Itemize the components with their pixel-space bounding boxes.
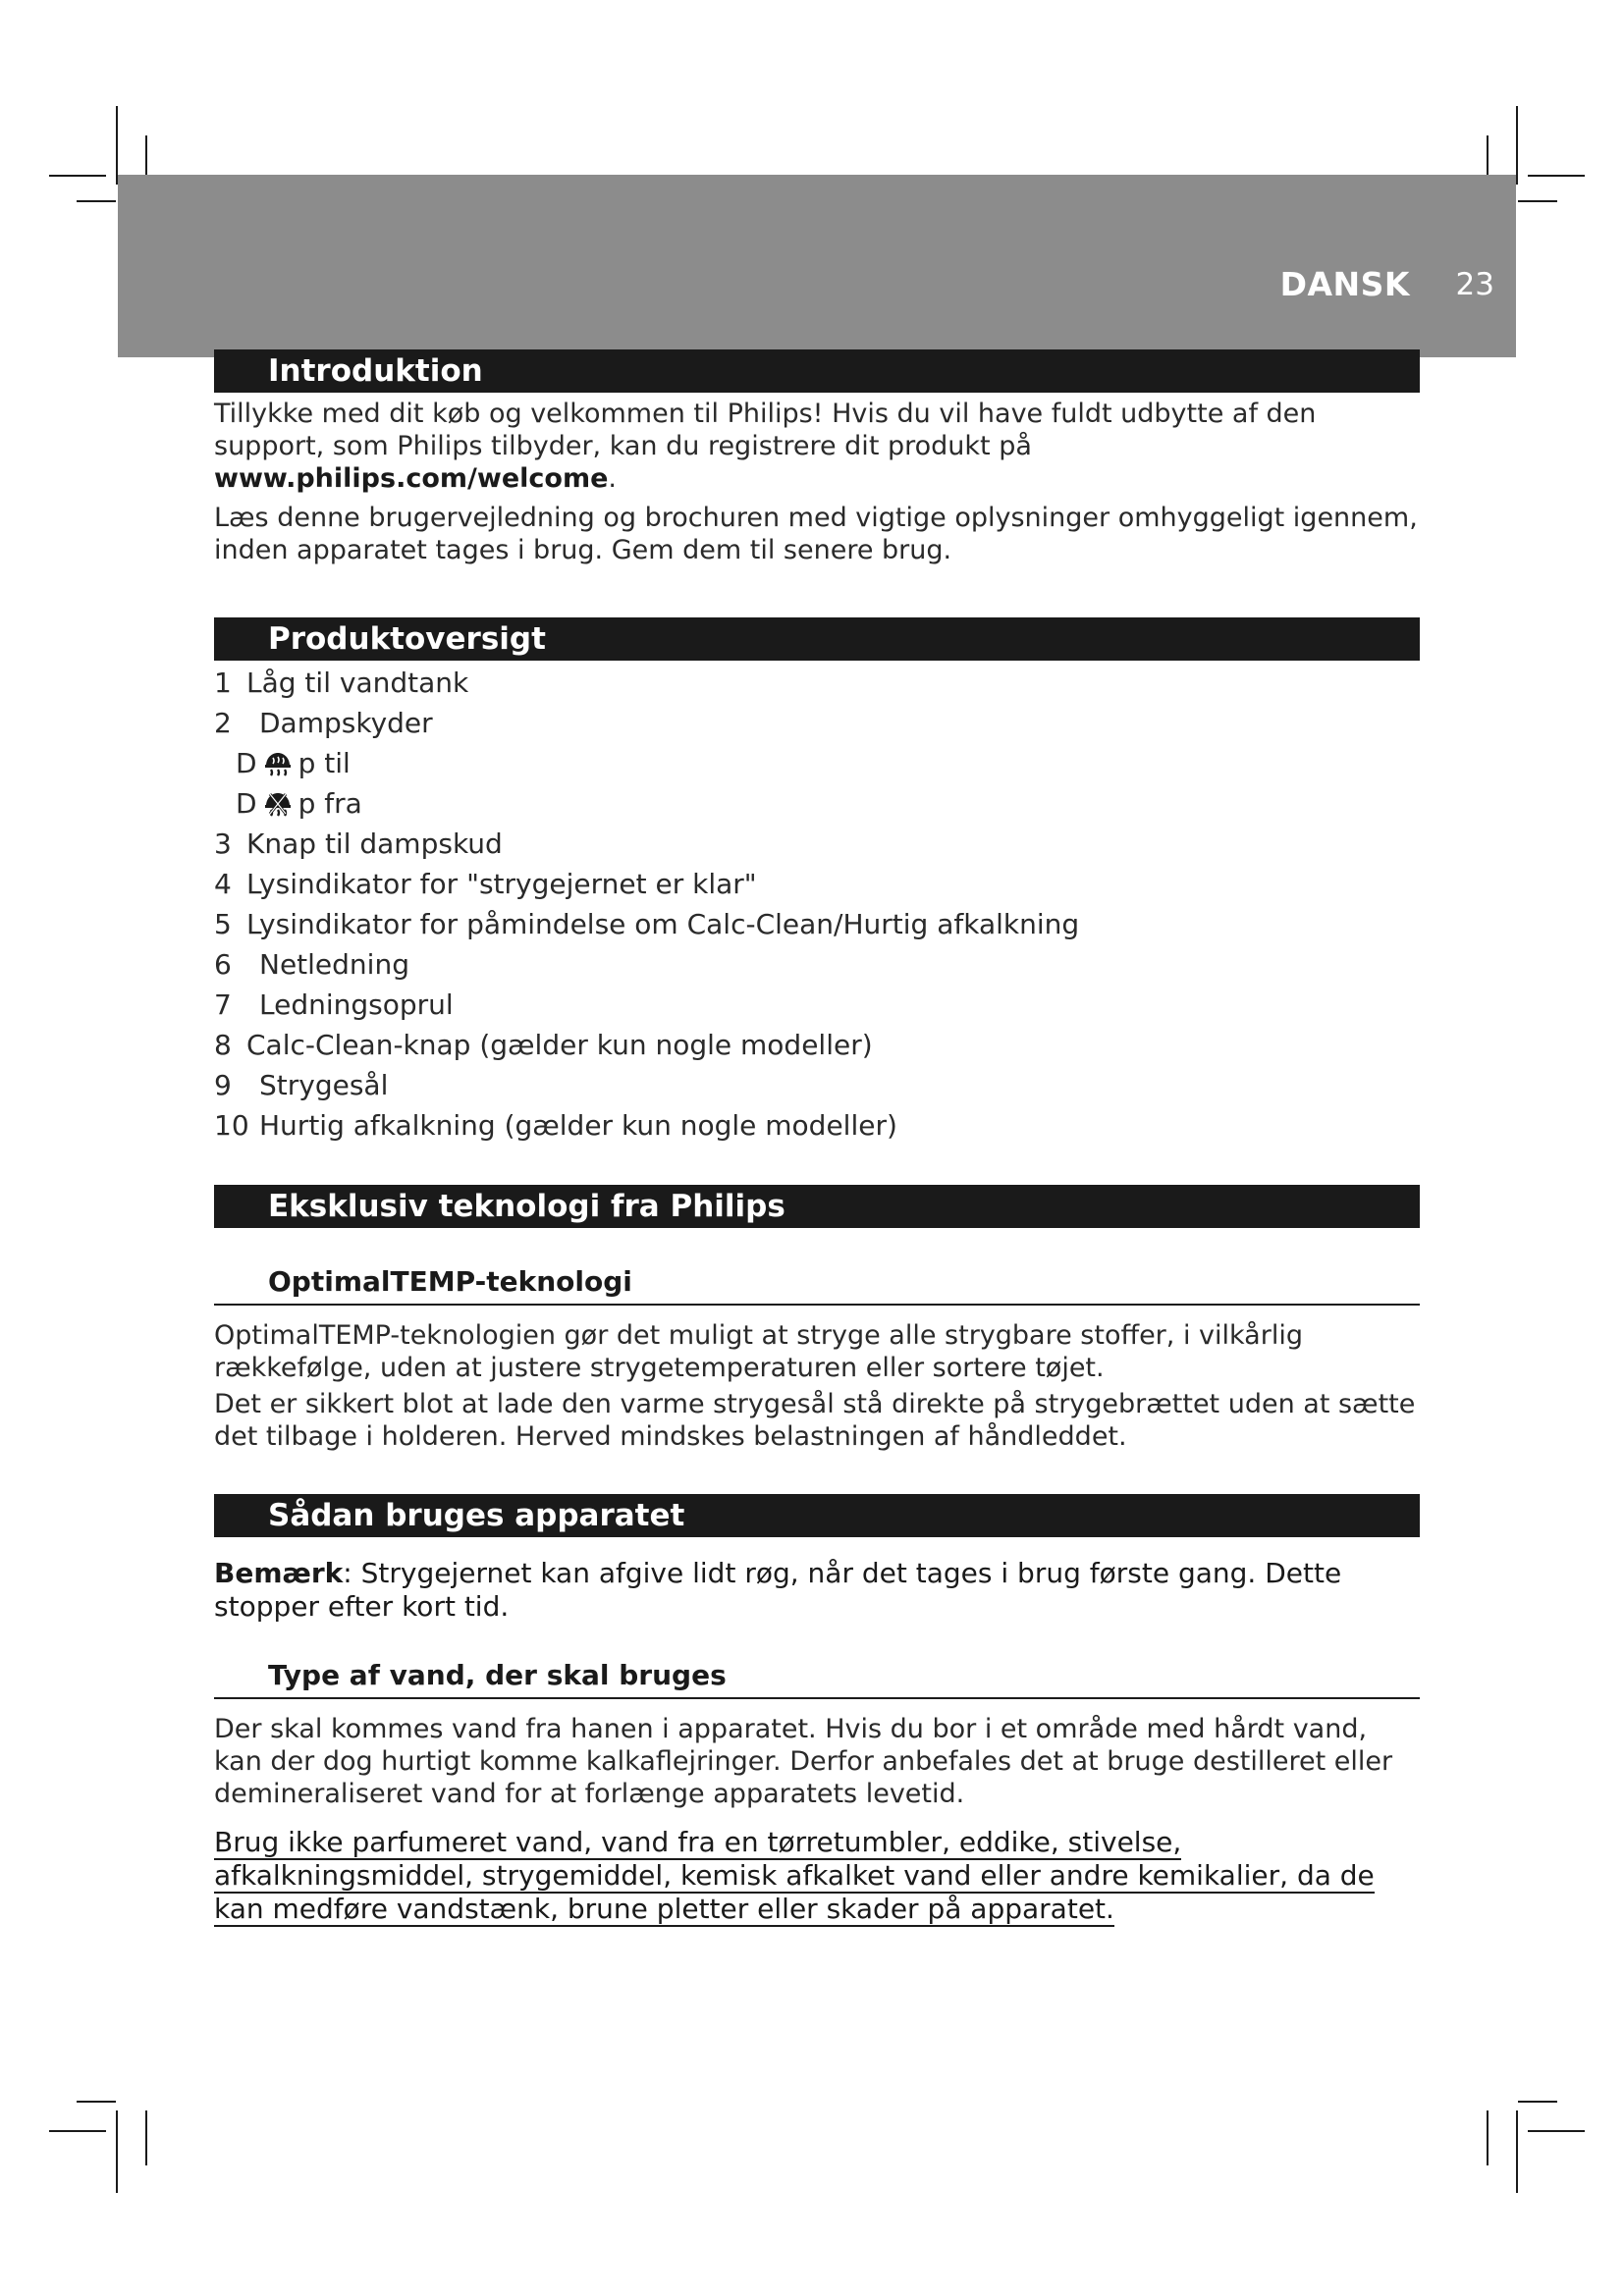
list-item — [214, 864, 1420, 904]
technology-paragraph-1: OptimalTEMP-teknologien gør det muligt at stryge alle strygbare stoffer, i vilkårlig rækkefølge, uden at justere strygetemperaturen eller sortere tøjet. — [214, 1320, 1303, 1383]
crop-mark — [116, 106, 118, 185]
list-sub-item — [214, 743, 1420, 783]
intro-paragraph-1 — [214, 398, 1420, 495]
list-item — [214, 1105, 1420, 1146]
item-number: 1 — [214, 666, 232, 699]
welcome-link[interactable]: www.philips.com/welcome — [214, 463, 609, 494]
item-label: Dampskyder — [259, 706, 433, 739]
sub-item-text-start: D — [236, 786, 257, 820]
usage-note — [214, 1557, 1420, 1624]
intro-text-end: . — [608, 463, 617, 494]
steam-on-icon — [261, 749, 295, 778]
sub-item-text-end: p fra — [298, 786, 362, 820]
steam-off-icon — [261, 789, 295, 819]
crop-mark — [1528, 2130, 1585, 2132]
note-label: Bemærk — [214, 1557, 344, 1589]
item-number: 2 — [214, 706, 232, 739]
section-title-overview: Produktoversigt — [214, 617, 1420, 661]
sub-item-text-start: D — [236, 746, 257, 779]
section-title-usage: Sådan bruges apparatet — [214, 1494, 1420, 1537]
item-label: Netledning — [259, 947, 409, 981]
crop-mark — [1516, 106, 1518, 185]
item-number: 7 — [214, 988, 232, 1021]
list-item — [214, 703, 1420, 743]
crop-mark — [1518, 2101, 1557, 2103]
section-title-technology: Eksklusiv teknologi fra Philips — [214, 1185, 1420, 1228]
crop-mark — [116, 2110, 118, 2193]
water-paragraph: Der skal kommes vand fra hanen i apparatet. Hvis du bor i et område med hårdt vand, kan der dog hurtigt komme kalkaflejringer. Derfor anbefales det at bruge destilleret eller demineraliseret vand for at forlænge apparatets levetid. — [214, 1714, 1393, 1809]
crop-mark — [49, 2130, 106, 2132]
crop-mark — [1516, 2110, 1518, 2193]
water-warning — [214, 1826, 1420, 1926]
item-label: Ledningsoprul — [259, 988, 454, 1021]
list-item — [214, 985, 1420, 1025]
note-text: : Strygejernet kan afgive lidt røg, når det tages i brug første gang. Dette stopper efter kort tid. — [214, 1557, 1342, 1623]
item-number: 9 — [214, 1068, 232, 1101]
warning-text: Brug ikke parfumeret vand, vand fra en tørretumbler, eddike, stivelse, afkalkningsmiddel, strygemiddel, kemisk afkalket vand eller andre kemikalier, da de kan medføre vandstænk, brune pletter eller skader på apparatet. — [214, 1826, 1375, 1925]
list-item — [214, 663, 1420, 703]
crop-mark — [1518, 200, 1557, 202]
item-label: Lysindikator for påmindelse om Calc-Clean/Hurtig afkalkning — [246, 907, 1080, 940]
list-item — [214, 1025, 1420, 1065]
subsection-title-optimaltemp: OptimalTEMP-teknologi — [214, 1265, 1420, 1306]
list-sub-item — [214, 783, 1420, 824]
page-content — [214, 349, 1420, 1926]
item-number: 3 — [214, 827, 232, 860]
technology-paragraph-2: Det er sikkert blot at lade den varme strygesål stå direkte på strygebrættet uden at sætte det tilbage i holderen. Herved mindskes belastningen af håndleddet. — [214, 1389, 1416, 1452]
crop-mark — [77, 200, 116, 202]
item-label: Calc-Clean-knap (gælder kun nogle modeller) — [246, 1028, 873, 1061]
crop-mark — [49, 175, 106, 177]
header-language: DANSK — [1279, 265, 1410, 303]
list-item — [214, 824, 1420, 864]
crop-mark — [1528, 175, 1585, 177]
page-header — [118, 175, 1516, 357]
item-label: Knap til dampskud — [246, 827, 503, 860]
item-number: 8 — [214, 1028, 232, 1061]
item-number: 6 — [214, 947, 232, 981]
crop-mark — [1487, 2110, 1489, 2165]
item-number: 4 — [214, 867, 232, 900]
item-label: Lysindikator for "strygejernet er klar" — [246, 867, 757, 900]
intro-text: Tillykke med dit køb og velkommen til Philips! Hvis du vil have fuldt udbytte af den support, som Philips tilbyder, kan du registrere dit produkt på — [214, 399, 1317, 461]
subsection-title-water-type: Type af vand, der skal bruges — [214, 1659, 1420, 1699]
item-label: Strygesål — [259, 1068, 389, 1101]
intro-paragraph-2: Læs denne brugervejledning og brochuren med vigtige oplysninger omhyggeligt igennem, inden apparatet tages i brug. Gem dem til senere brug. — [214, 503, 1418, 565]
list-item — [214, 944, 1420, 985]
crop-mark — [77, 2101, 116, 2103]
sub-item-text-end: p til — [298, 746, 351, 779]
item-number: 10 — [214, 1108, 249, 1142]
item-label: Hurtig afkalkning (gælder kun nogle modeller) — [259, 1108, 897, 1142]
page-number: 23 — [1455, 267, 1494, 302]
section-title-introduction: Introduktion — [214, 349, 1420, 393]
item-number: 5 — [214, 907, 232, 940]
product-overview-list — [214, 663, 1420, 1146]
list-item — [214, 904, 1420, 944]
item-label: Låg til vandtank — [246, 666, 469, 699]
crop-mark — [145, 2110, 147, 2165]
list-item — [214, 1065, 1420, 1105]
